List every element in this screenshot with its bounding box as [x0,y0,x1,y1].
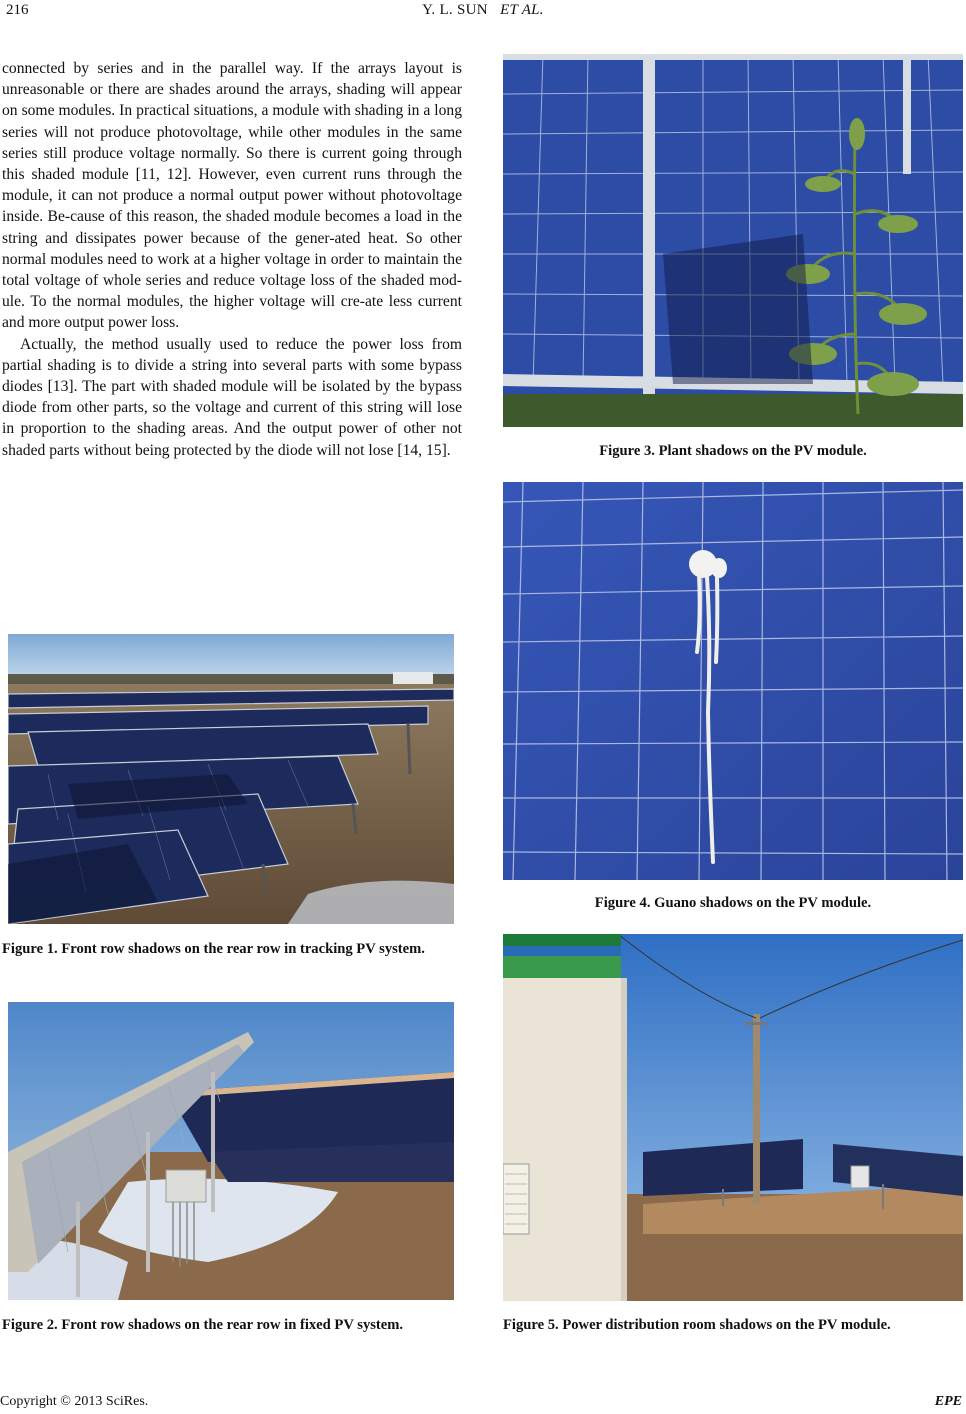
figure-5-image [503,934,963,1301]
figure-1-caption: Figure 1. Front row shadows on the rear row in tracking PV system. [2,941,425,957]
body-paragraph-1: connected by series and in the parallel way. If the arrays layout is unreasonable or there are shades around the arrays, shading will appear on some modules. In practical situations, a module with shading in a long series will not produce photovoltage, while other modules in the same series still produce voltage normally. So there is current going through this shaded module [11, 12]. However, even current runs through the module, it can not produce a normal output power without photovoltage inside. Be-cause of this reason, the shaded module becomes a load in the string and dissipates power because of the gener-ated heat. So other normal modules need to work at a higher voltage in order to maintain the total voltage of whole series and reduce voltage loss of the shaded mod-ule. To the normal modules, the higher voltage will cre-ate less current and more output power loss. [2,60,462,332]
figure-3-image [503,54,963,427]
copyright-footer: Copyright © 2013 SciRes. [0,1394,149,1409]
running-head-etal: ET AL. [500,2,544,18]
figure-4-caption: Figure 4. Guano shadows on the PV module. [594,895,872,911]
page-number: 216 [6,2,29,18]
figure-2-image [8,1002,454,1300]
running-head [0,2,966,19]
figure-5-caption: Figure 5. Power distribution room shadows on the PV module. [503,1317,891,1333]
body-paragraph-2: Actually, the method usually used to reduce the power loss from partial shading is to divide a string into several parts with some bypass diodes [13]. The part with shaded module will be isolated by the bypass diode from other parts, so the voltage and current of this string will lose in proportion to the shading areas. And the output power of other not shaded parts without being protected by the diode will not lose [14, 15]. [2,335,462,459]
figure-2-caption: Figure 2. Front row shadows on the rear row in fixed PV system. [2,1317,404,1333]
journal-footer: EPE [934,1394,962,1409]
running-head-author: Y. L. SUN [422,2,488,18]
body-text-column [2,58,462,461]
figure-3-caption: Figure 3. Plant shadows on the PV module. [599,443,867,459]
figure-4-image [503,482,963,880]
figure-1-image [8,634,454,924]
